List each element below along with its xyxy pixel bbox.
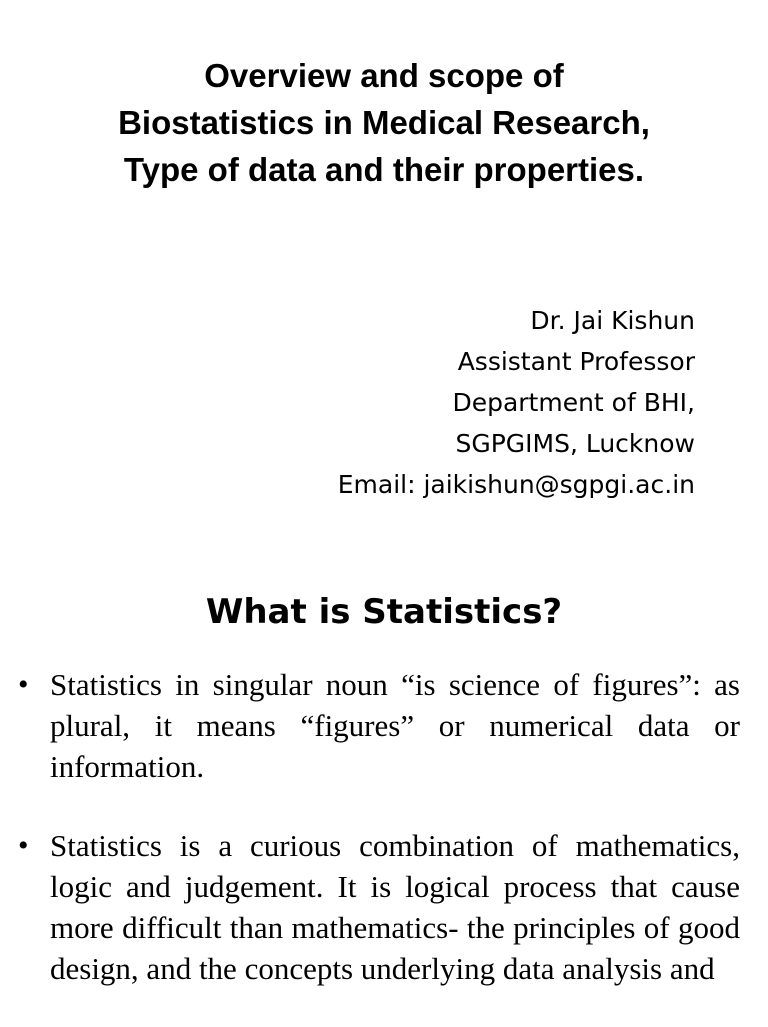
author-name: Dr. Jai Kishun xyxy=(530,306,695,335)
bullet-item-1 xyxy=(0,664,768,787)
bullet-text-2: Statistics is a curious combination of mathematics, logic and judgement. It is logical process that cause more difficult than mathematics- the principles of good design, and the concepts underlying data analysis and xyxy=(50,828,740,986)
author-position: Assistant Professor xyxy=(457,347,695,376)
title-line-3: Type of data and their properties. xyxy=(123,151,645,188)
bullet-icon: • xyxy=(18,829,29,862)
author-department: Department of BHI, xyxy=(452,388,695,417)
presentation-title xyxy=(0,52,768,193)
author-info xyxy=(338,300,695,505)
author-institution: SGPGIMS, Lucknow xyxy=(455,429,695,458)
bullet-item-2 xyxy=(0,825,768,989)
content-slide xyxy=(0,560,768,1024)
title-line-1: Overview and scope of xyxy=(204,57,564,94)
author-email: Email: jaikishun@sgpgi.ac.in xyxy=(337,470,695,499)
title-line-2: Biostatistics in Medical Research, xyxy=(118,104,650,141)
slide-heading: What is Statistics? xyxy=(205,592,563,632)
bullet-icon: • xyxy=(18,668,29,701)
bullet-list xyxy=(0,664,768,1027)
bullet-text-1: Statistics in singular noun “is science of figures”: as plural, it means “figures” or numerical data or information. xyxy=(50,667,740,784)
